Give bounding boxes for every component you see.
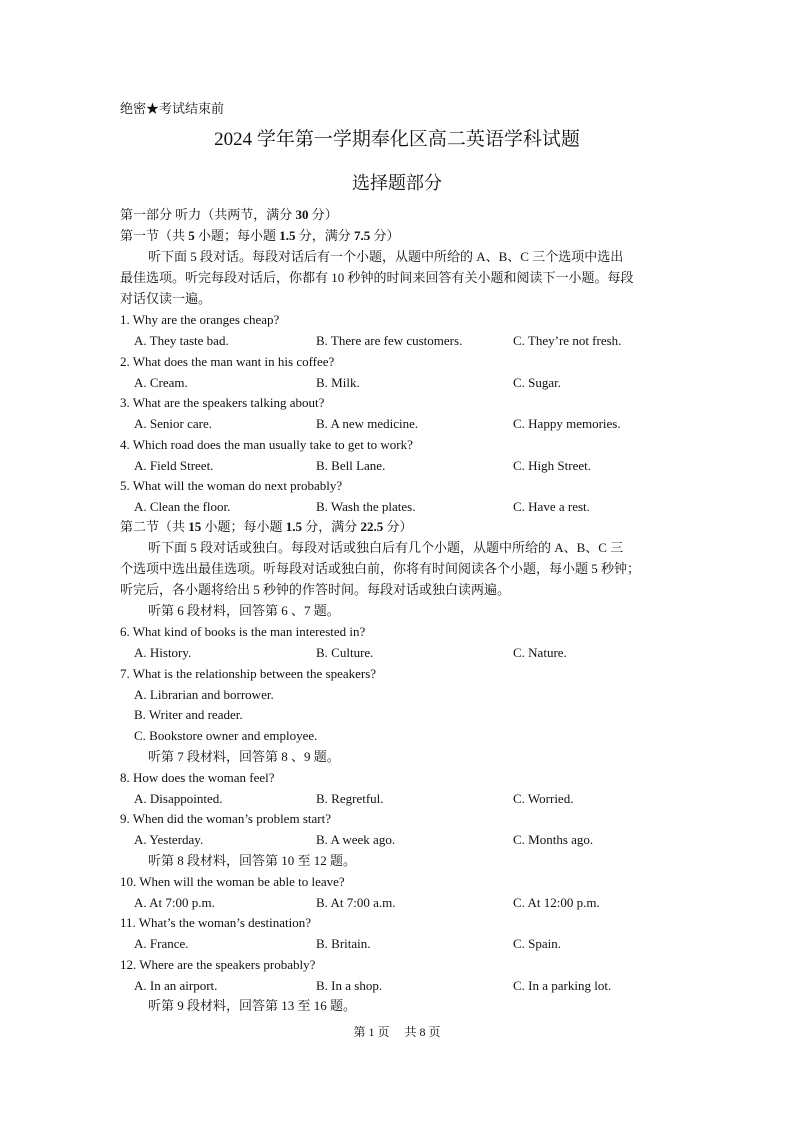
confidential-label: 绝密★考试结束前: [120, 101, 225, 116]
option-a: A. History.: [134, 645, 192, 660]
question-3: 3. What are the speakers talking about?: [120, 395, 325, 410]
option-b: B. At 7:00 a.m.: [316, 895, 396, 910]
question-5: 5. What will the woman do next probably?: [120, 478, 343, 493]
option-c: C. High Street.: [513, 458, 591, 473]
option-b: B. Wash the plates.: [316, 499, 416, 514]
option-c: C. Bookstore owner and employee.: [134, 728, 318, 743]
option-c: C. Spain.: [513, 936, 562, 951]
option-b: B. Writer and reader.: [134, 707, 243, 722]
option-c: C. Happy memories.: [513, 416, 621, 431]
option-c: C. Nature.: [513, 645, 567, 660]
section1-instruction: 听下面 5 段对话。每段对话后有一个小题，从题中所给的 A、B、C 三个选项中选出: [148, 249, 624, 264]
option-a: A. In an airport.: [134, 978, 218, 993]
option-a: A. They taste bad.: [134, 333, 229, 348]
option-b: B. A week ago.: [316, 832, 396, 847]
option-c: C. Sugar.: [513, 375, 562, 390]
option-a: A. Yesterday.: [134, 832, 204, 847]
option-c: C. Months ago.: [513, 832, 594, 847]
option-c: C. At 12:00 p.m.: [513, 895, 600, 910]
question-4: 4. Which road does the man usually take to get to work?: [120, 437, 413, 452]
question-8: 8. How does the woman feel?: [120, 770, 275, 785]
option-b: B. Bell Lane.: [316, 458, 386, 473]
question-6: 6. What kind of books is the man interested in?: [120, 624, 366, 639]
exam-title: 2024 学年第一学期奉化区高二英语学科试题: [214, 129, 580, 150]
question-7: 7. What is the relationship between the speakers?: [120, 666, 377, 681]
option-b: B. A new medicine.: [316, 416, 419, 431]
option-c: C. Have a rest.: [513, 499, 590, 514]
option-a: A. At 7:00 p.m.: [134, 895, 215, 910]
question-12: 12. Where are the speakers probably?: [120, 957, 316, 972]
option-a: A. Cream.: [134, 375, 188, 390]
option-b: B. There are few customers.: [316, 333, 463, 348]
part1-heading: 第一部分 听力（共两节，满分 30 分）: [120, 207, 338, 222]
question-10: 10. When will the woman be able to leave?: [120, 874, 345, 889]
section-subtitle: 选择题部分: [352, 173, 442, 193]
material-note: 听第 9 段材料，回答第 13 至 16 题。: [148, 998, 357, 1013]
option-a: A. Clean the floor.: [134, 499, 231, 514]
option-b: B. Milk.: [316, 375, 360, 390]
option-b: B. Culture.: [316, 645, 374, 660]
material-note: 听第 7 段材料，回答第 8 、9 题。: [148, 749, 340, 764]
option-c: C. Worried.: [513, 791, 574, 806]
option-a: A. Field Street.: [134, 458, 214, 473]
question-1: 1. Why are the oranges cheap?: [120, 312, 280, 327]
section1-instruction: 对话仅读一遍。: [120, 291, 212, 306]
option-a: A. Senior care.: [134, 416, 212, 431]
question-11: 11. What’s the woman’s destination?: [120, 915, 311, 930]
page-footer: 第 1 页 共 8 页: [353, 1025, 441, 1039]
section1-instruction: 最佳选项。听完每段对话后，你都有 10 秒钟的时间来回答有关小题和阅读下一小题。每段: [120, 270, 634, 285]
option-b: B. Regretful.: [316, 791, 384, 806]
section1-heading: 第一节（共 5 小题；每小题 1.5 分，满分 7.5 分）: [120, 228, 400, 243]
section2-instruction: 听下面 5 段对话或独白。每段对话或独白后有几个小题，从题中所给的 A、B、C 三: [148, 540, 624, 555]
option-a: A. Librarian and borrower.: [134, 687, 274, 702]
question-9: 9. When did the woman’s problem start?: [120, 811, 331, 826]
material-note: 听第 6 段材料，回答第 6 、7 题。: [148, 603, 340, 618]
option-b: B. In a shop.: [316, 978, 383, 993]
option-c: C. In a parking lot.: [513, 978, 612, 993]
section2-heading: 第二节（共 15 小题；每小题 1.5 分，满分 22.5 分）: [120, 519, 413, 534]
material-note: 听第 8 段材料，回答第 10 至 12 题。: [148, 853, 357, 868]
option-b: B. Britain.: [316, 936, 371, 951]
option-c: C. They’re not fresh.: [513, 333, 622, 348]
section2-instruction: 听完后，各小题将给出 5 秒钟的作答时间。每段对话或独白读两遍。: [120, 582, 511, 597]
section2-instruction: 个选项中选出最佳选项。听每段对话或独白前，你将有时间阅读各个小题，每小题 5 秒钟；: [120, 561, 641, 576]
option-a: A. Disappointed.: [134, 791, 223, 806]
option-a: A. France.: [134, 936, 189, 951]
question-2: 2. What does the man want in his coffee?: [120, 354, 335, 369]
